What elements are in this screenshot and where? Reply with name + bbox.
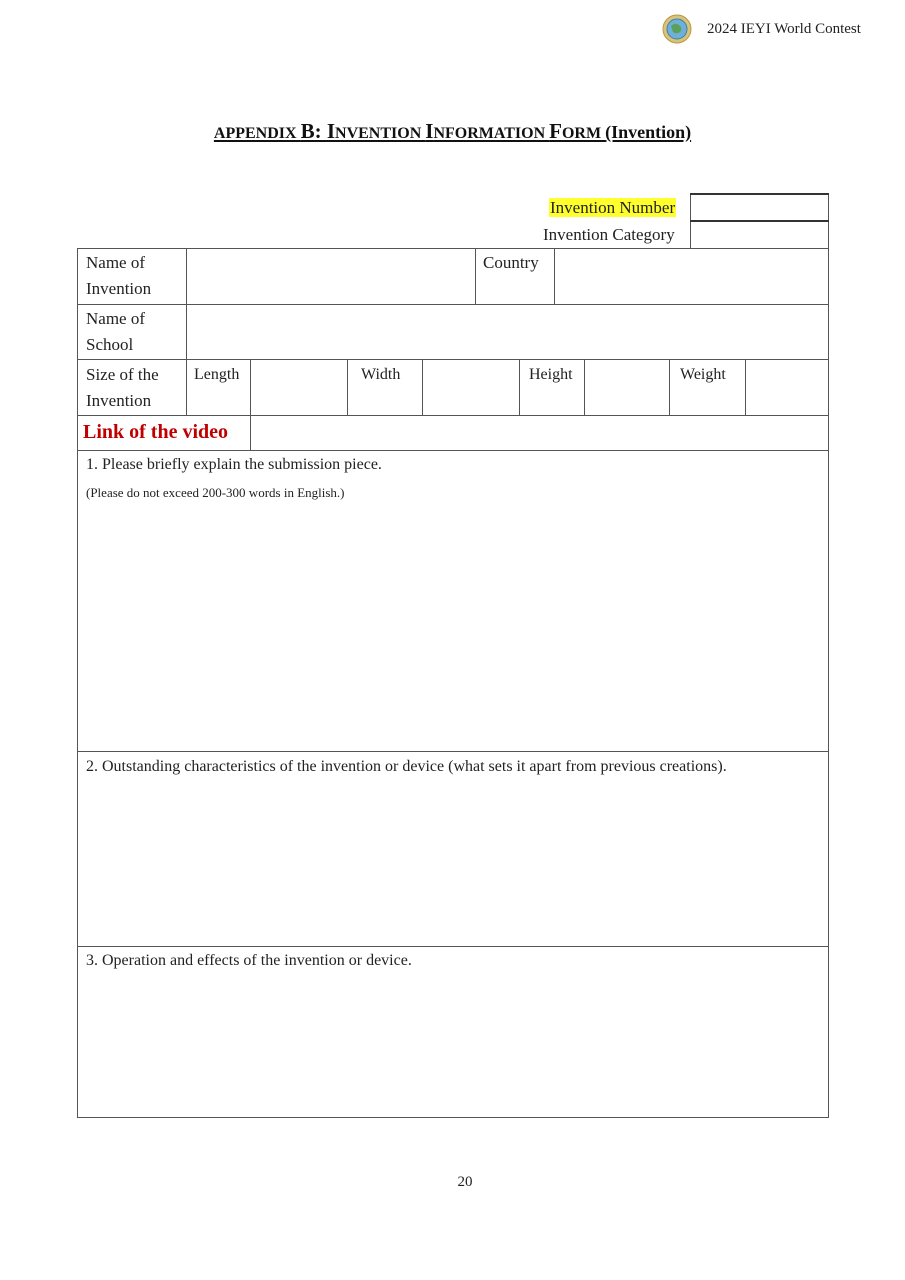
video-link-field[interactable]	[251, 416, 828, 450]
name-of-school-field[interactable]	[187, 305, 828, 359]
title-part: APPENDIX	[213, 125, 301, 142]
question-1: 1. Please briefly explain the submission piece.	[86, 456, 382, 473]
size-of-invention-label: Size of the Invention	[86, 365, 159, 410]
length-label: Length	[194, 366, 240, 383]
ieyi-logo-icon	[662, 14, 692, 44]
weight-field[interactable]	[746, 360, 828, 415]
video-link-label: Link of the video	[83, 421, 229, 443]
row-divider	[77, 450, 829, 451]
divider	[690, 220, 829, 222]
contest-name: 2024 IEYI World Contest	[707, 20, 861, 37]
divider	[690, 193, 829, 195]
col-divider	[475, 248, 476, 304]
question-1-note: (Please do not exceed 200-300 words in English.)	[86, 485, 345, 500]
title-part: NVENTION	[335, 125, 426, 142]
row-divider	[77, 946, 829, 947]
question-3: 3. Operation and effects of the invention or device.	[86, 952, 412, 969]
invention-category-label: Invention Category	[543, 225, 675, 244]
height-label: Height	[529, 366, 573, 383]
title-part: (Invention)	[605, 122, 692, 142]
name-of-invention-field[interactable]	[187, 249, 475, 304]
row-divider	[77, 751, 829, 752]
page-number: 20	[457, 1174, 473, 1190]
height-field[interactable]	[585, 360, 669, 415]
title-part: ORM	[561, 125, 606, 142]
weight-label: Weight	[680, 366, 726, 383]
width-field[interactable]	[423, 360, 519, 415]
page-title	[0, 119, 905, 144]
title-part: B: I	[300, 119, 336, 143]
question-2: 2. Outstanding characteristics of the invention or device (what sets it apart from previous creations).	[86, 758, 727, 775]
invention-number-text: Invention Number	[550, 198, 676, 217]
q1-answer-area[interactable]	[78, 505, 828, 750]
country-label: Country	[483, 253, 539, 272]
name-of-invention-label: Name of Invention	[86, 253, 152, 298]
length-field[interactable]	[251, 360, 347, 415]
name-of-school-label: Name of School	[86, 309, 146, 354]
title-part: NFORMATION	[433, 125, 550, 142]
col-divider	[669, 359, 670, 415]
q3-answer-area[interactable]	[78, 980, 828, 1117]
width-label: Width	[361, 366, 401, 383]
col-divider	[347, 359, 348, 415]
q2-answer-area[interactable]	[78, 785, 828, 945]
title-part: F	[549, 119, 562, 143]
invention-number-label	[549, 195, 676, 221]
title-part: I	[425, 119, 434, 143]
col-divider	[519, 359, 520, 415]
country-field[interactable]	[555, 249, 828, 304]
page-header	[662, 14, 861, 44]
